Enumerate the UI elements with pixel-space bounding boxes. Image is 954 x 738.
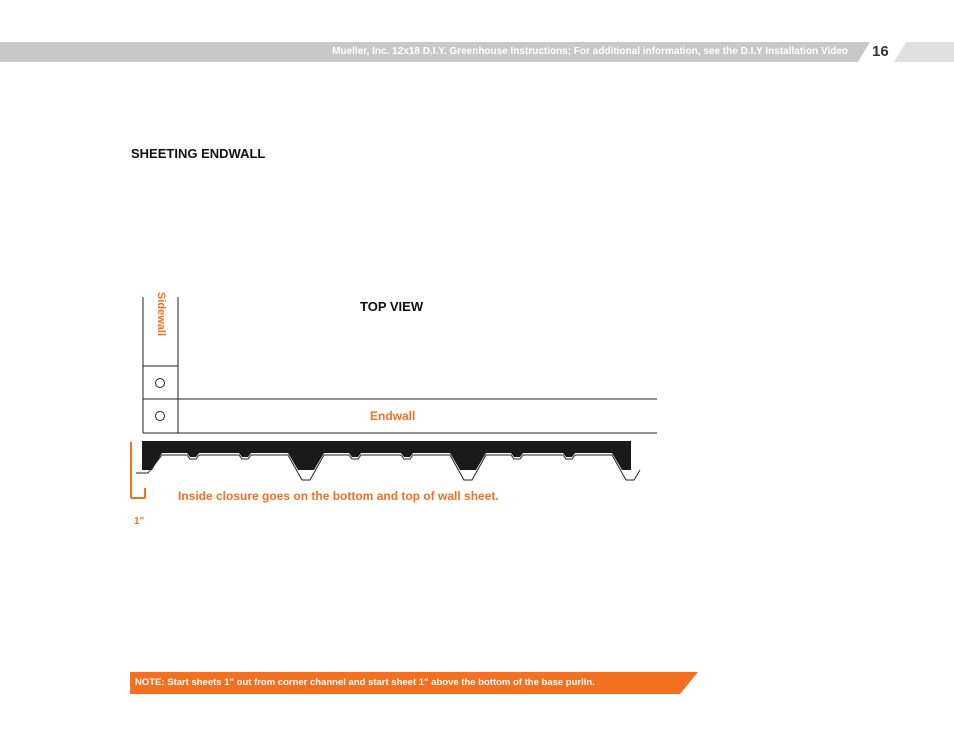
offset-dimension-label: 1" [134,516,145,527]
section-title: SHEETING ENDWALL [131,146,266,161]
page-number: 16 [872,43,889,60]
sidewall-label: Sidewall [155,292,167,337]
endwall-label: Endwall [370,409,416,423]
closure-note: Inside closure goes on the bottom and top of wall sheet. [178,489,499,503]
wall-sheet-profile [136,441,640,480]
corner-channel [143,366,178,433]
note-text: NOTE: Start sheets 1" out from corner channel and start sheet 1" above the bottom of the base purlin. [135,677,595,688]
header-text: Mueller, Inc. 12x18 D.I.Y. Greenhouse Instructions; For additional information, see the D.I.Y Installation Video [332,46,848,57]
fastener-hole [156,379,165,388]
fastener-hole [156,412,165,421]
top-view-label: TOP VIEW [360,299,424,314]
endwall-panel [178,399,657,433]
